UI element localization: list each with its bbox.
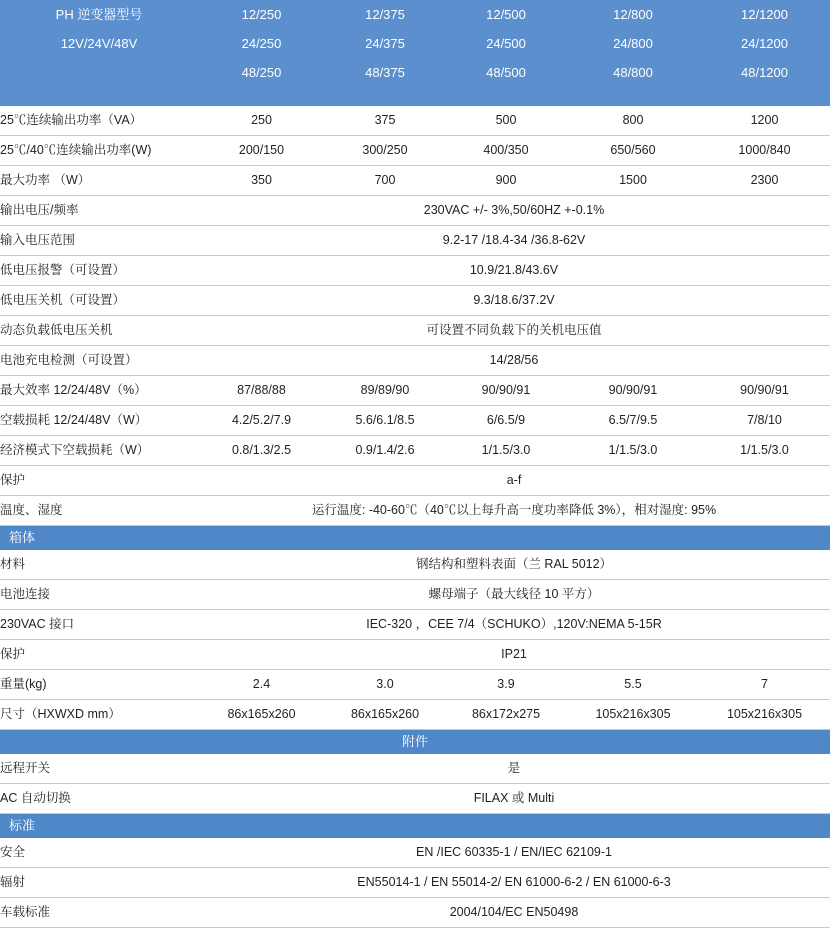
table-row [0,436,830,466]
header-model-2-line2: 24/375 [325,29,445,58]
table-row [0,496,830,526]
table-row [0,286,830,316]
row-value-span: a-f [198,466,830,496]
row-label: AC 自动切换 [0,784,198,814]
header-label-line1: PH 逆变器型号 [0,0,198,29]
header-row-1 [0,0,830,29]
row-value-span: 10.9/21.8/43.6V [198,256,830,286]
row-label: 尺寸（HXWXD mm） [0,700,198,730]
row-label: 输入电压范围 [0,226,198,256]
header-model-5-line3: 48/1200 [699,58,830,87]
row-value: 200/150 [198,136,325,166]
section-title: 附件 [0,730,830,755]
row-label: 温度、湿度 [0,496,198,526]
row-value-span: 可设置不同负载下的关机电压值 [198,316,830,346]
table-row [0,784,830,814]
row-label: 25℃连续输出功率（VA） [0,106,198,136]
row-value-span: 2004/104/EC EN50498 [198,898,830,928]
row-label: 经济模式下空载损耗（W） [0,436,198,466]
row-value: 6/6.5/9 [445,406,567,436]
row-value: 105x216x305 [567,700,699,730]
table-row [0,868,830,898]
row-value: 650/560 [567,136,699,166]
table-row [0,670,830,700]
row-value: 86x165x260 [198,700,325,730]
row-label: 安全 [0,838,198,868]
row-value: 800 [567,106,699,136]
table-row [0,406,830,436]
row-value-span: 是 [198,754,830,784]
section-header-case [0,526,830,551]
row-value: 375 [325,106,445,136]
header-model-5-line1: 12/1200 [699,0,830,29]
row-label: 重量(kg) [0,670,198,700]
row-value-span: EN55014-1 / EN 55014-2/ EN 61000-6-2 / EN 61000-6-3 [198,868,830,898]
row-label: 远程开关 [0,754,198,784]
row-value: 7/8/10 [699,406,830,436]
row-label: 保护 [0,640,198,670]
table-row [0,316,830,346]
row-value: 250 [198,106,325,136]
table-row [0,466,830,496]
row-value-span: 9.3/18.6/37.2V [198,286,830,316]
header-model-5-line2: 24/1200 [699,29,830,58]
table-row [0,580,830,610]
header-spacer-cell [0,87,830,106]
header-model-2-line3: 48/375 [325,58,445,87]
row-label: 电池充电检测（可设置） [0,346,198,376]
row-label: 动态负载低电压关机 [0,316,198,346]
row-value: 0.9/1.4/2.6 [325,436,445,466]
row-value: 89/89/90 [325,376,445,406]
header-model-4-line2: 24/800 [567,29,699,58]
table-row [0,106,830,136]
row-value: 5.6/6.1/8.5 [325,406,445,436]
row-value: 3.9 [445,670,567,700]
row-label: 材料 [0,550,198,580]
row-value-span: 230VAC +/- 3%,50/60HZ +-0.1% [198,196,830,226]
row-value-span: IP21 [198,640,830,670]
row-value: 2.4 [198,670,325,700]
table-row [0,550,830,580]
row-value: 300/250 [325,136,445,166]
row-value: 90/90/91 [699,376,830,406]
row-value: 500 [445,106,567,136]
row-value: 1200 [699,106,830,136]
row-value: 1/1.5/3.0 [699,436,830,466]
row-label: 低电压关机（可设置） [0,286,198,316]
table-row [0,196,830,226]
row-value-span: EN /IEC 60335-1 / EN/IEC 62109-1 [198,838,830,868]
header-row-2 [0,29,830,58]
row-label: 电池连接 [0,580,198,610]
row-label: 230VAC 接口 [0,610,198,640]
section-header-standard [0,814,830,839]
table-row [0,376,830,406]
section-header-accessory [0,730,830,755]
table-row [0,226,830,256]
table-row [0,898,830,928]
row-value: 350 [198,166,325,196]
header-model-3-line3: 48/500 [445,58,567,87]
header-model-3-line2: 24/500 [445,29,567,58]
table-row [0,166,830,196]
row-value: 87/88/88 [198,376,325,406]
row-label: 车载标准 [0,898,198,928]
header-model-1-line1: 12/250 [198,0,325,29]
row-value: 6.5/7/9.5 [567,406,699,436]
row-label: 输出电压/频率 [0,196,198,226]
row-label: 最大功率 （W） [0,166,198,196]
table-row [0,754,830,784]
header-model-3-line1: 12/500 [445,0,567,29]
row-value: 3.0 [325,670,445,700]
row-value: 1/1.5/3.0 [567,436,699,466]
header-model-4-line3: 48/800 [567,58,699,87]
header-spacer-row [0,87,830,106]
table-row [0,256,830,286]
header-label-blank [0,58,198,87]
table-row [0,640,830,670]
row-value: 105x216x305 [699,700,830,730]
row-value: 86x165x260 [325,700,445,730]
row-value-span: FILAX 或 Multi [198,784,830,814]
table-row [0,838,830,868]
row-label: 最大效率 12/24/48V（%） [0,376,198,406]
row-value: 0.8/1.3/2.5 [198,436,325,466]
row-value: 90/90/91 [445,376,567,406]
section-title: 箱体 [0,526,830,551]
row-value-span: 钢结构和塑料表面（兰 RAL 5012） [198,550,830,580]
row-value: 5.5 [567,670,699,700]
header-row-3 [0,58,830,87]
table-row [0,610,830,640]
row-value: 86x172x275 [445,700,567,730]
row-value: 1000/840 [699,136,830,166]
row-label: 低电压报警（可设置） [0,256,198,286]
row-value: 700 [325,166,445,196]
row-label: 保护 [0,466,198,496]
header-model-1-line3: 48/250 [198,58,325,87]
row-value: 1/1.5/3.0 [445,436,567,466]
row-value: 2300 [699,166,830,196]
row-label: 辐射 [0,868,198,898]
table-row [0,346,830,376]
table-row [0,700,830,730]
header-model-2-line1: 12/375 [325,0,445,29]
row-value-span: 螺母端子（最大线径 10 平方） [198,580,830,610]
row-value: 7 [699,670,830,700]
table-row [0,136,830,166]
row-label: 空载损耗 12/24/48V（W） [0,406,198,436]
header-label-line2: 12V/24V/48V [0,29,198,58]
row-value: 4.2/5.2/7.9 [198,406,325,436]
row-value: 90/90/91 [567,376,699,406]
row-value: 1500 [567,166,699,196]
row-label: 25℃/40℃连续输出功率(W) [0,136,198,166]
section-title: 标准 [0,814,830,839]
row-value: 900 [445,166,567,196]
row-value-span: 9.2-17 /18.4-34 /36.8-62V [198,226,830,256]
header-model-4-line1: 12/800 [567,0,699,29]
row-value-span: 运行温度: -40-60℃（40℃以上每升高一度功率降低 3%），相对湿度: 95% [198,496,830,526]
row-value: 400/350 [445,136,567,166]
header-model-1-line2: 24/250 [198,29,325,58]
row-value-span: IEC-320 ，CEE 7/4（SCHUKO）,120V:NEMA 5-15R [198,610,830,640]
row-value-span: 14/28/56 [198,346,830,376]
